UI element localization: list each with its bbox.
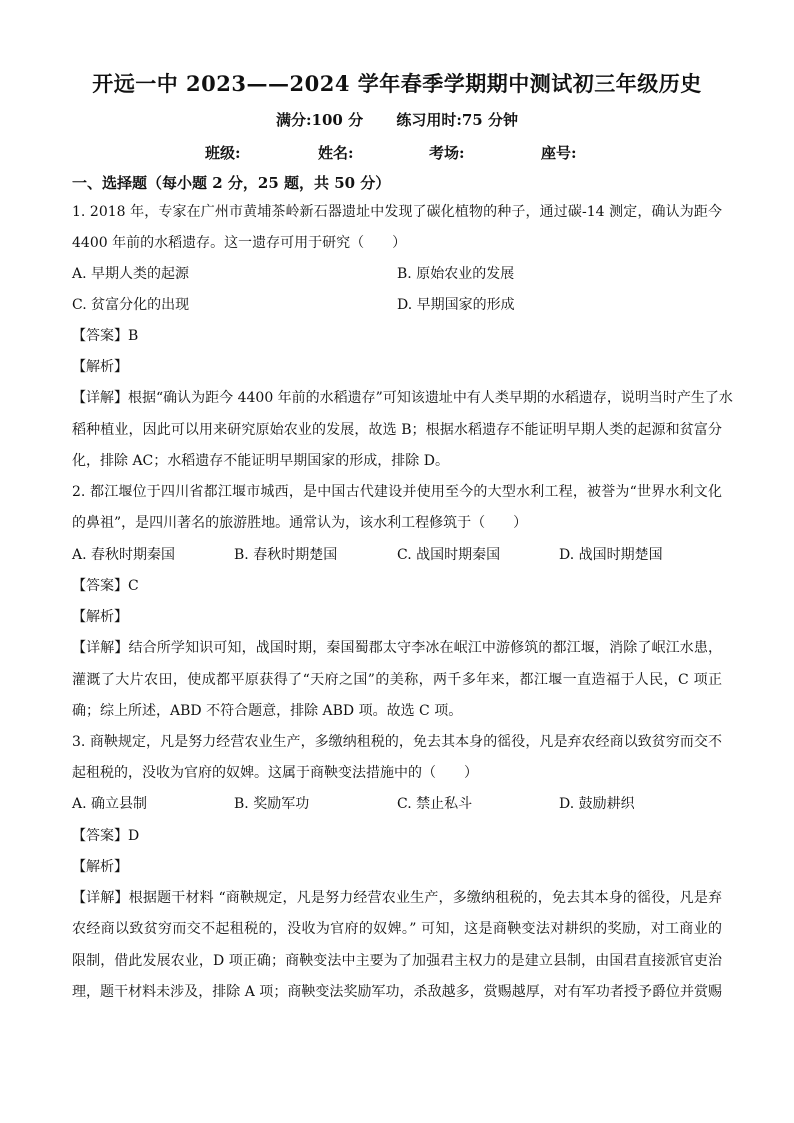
- q2-answer: 【答案】C: [72, 578, 139, 594]
- q3-option-b: B. 奖励军功: [234, 796, 310, 812]
- q2-analysis: 【解析】: [72, 609, 128, 625]
- q2-option-a: A. 春秋时期秦国: [72, 547, 176, 563]
- q1-option-d: D. 早期国家的形成: [397, 297, 515, 313]
- q3-detail-line-4: 理，题干材料未涉及，排除 A 项；商鞅变法奖励军功，杀敌越多，赏赐越厚，对有军功者授予爵位并赏赐: [72, 984, 722, 1000]
- q1-answer: 【答案】B: [72, 328, 139, 344]
- q3-stem-line-1: 3. 商鞅规定，凡是努力经营农业生产，多缴纳租税的，免去其本身的徭役，凡是弃农经商以致贫穷而交不: [72, 734, 722, 750]
- q3-detail-line-1: 【详解】根据题干材料 “商鞅规定，凡是努力经营农业生产，多缴纳租税的，免去其本身的徭役，凡是弃: [72, 890, 722, 906]
- exam-info: [0, 109, 794, 130]
- q2-option-c: C. 战国时期秦国: [397, 547, 501, 563]
- q3-detail-line-3: 限制，借此发展农业，D 项正确；商鞅变法中主要为了加强君主权力的是建立县制，由国君直接派官吏治: [72, 953, 722, 969]
- q1-detail-line-1: 【详解】根据“确认为距今 4400 年前的水稻遗存”可知该遗址中有人类早期的水稻遗存，说明当时产生了水: [72, 390, 733, 406]
- q3-stem-line-2: 起租税的，没收为官府的奴婢。这属于商鞅变法措施中的（ ）: [72, 765, 478, 781]
- q1-detail-line-3: 化，排除 AC；水稻遗存不能证明早期国家的形成，排除 D。: [72, 453, 449, 469]
- seat-field-label: 座号:: [541, 144, 577, 162]
- q1-stem-line-1: 1. 2018 年，专家在广州市黄埔茶岭新石器遗址中发现了碳化植物的种子，通过碳-14 测定，确认为距今: [72, 204, 722, 220]
- page-title: 开远一中 2023——2024 学年春季学期期中测试初三年级历史: [92, 71, 702, 96]
- q3-option-c: C. 禁止私斗: [397, 796, 473, 812]
- q1-detail-line-2: 稻种植业，因此可以用来研究原始农业的发展，故选 B；根据水稻遗存不能证明早期人类的起源和贫富分: [72, 422, 722, 438]
- q2-detail-line-2: 灌溉了大片农田，使成都平原获得了“天府之国”的美称，两千多年来，都江堰一直造福于人民，C 项正: [72, 672, 722, 688]
- q2-option-d: D. 战国时期楚国: [559, 547, 663, 563]
- q1-option-a: A. 早期人类的起源: [72, 266, 190, 282]
- q2-stem-line-2: 的鼻祖”，是四川著名的旅游胜地。通常认为，该水利工程修筑于（ ）: [72, 515, 528, 531]
- exam-room-field-label: 考场:: [429, 144, 465, 162]
- q2-stem-line-1: 2. 都江堰位于四川省都江堰市城西，是中国古代建设并使用至今的大型水利工程，被誉为“世界水利文化: [72, 484, 722, 500]
- time-limit: 练习用时:75 分钟: [396, 111, 518, 129]
- class-field-label: 班级:: [205, 144, 241, 162]
- q3-analysis: 【解析】: [72, 859, 128, 875]
- q2-option-b: B. 春秋时期楚国: [234, 547, 338, 563]
- q3-option-d: D. 鼓励耕织: [559, 796, 635, 812]
- q3-detail-line-2: 农经商以致贫穷而交不起租税的，没收为官府的奴婢。” 可知，这是商鞅变法对耕织的奖励，对工商业的: [72, 921, 722, 937]
- q1-option-b: B. 原始农业的发展: [397, 266, 515, 282]
- q3-answer: 【答案】D: [72, 828, 140, 844]
- q2-detail-line-3: 确；综上所述，ABD 不符合题意，排除 ABD 项。故选 C 项。: [72, 703, 463, 719]
- full-score: 满分:100 分: [276, 111, 364, 129]
- q1-stem-line-2: 4400 年前的水稻遗存。这一遗存可用于研究（ ）: [72, 235, 407, 251]
- q3-option-a: A. 确立县制: [72, 796, 148, 812]
- name-field-label: 姓名:: [318, 144, 354, 162]
- q2-detail-line-1: 【详解】结合所学知识可知，战国时期，秦国蜀郡太守李冰在岷江中游修筑的都江堰，消除了岷江水患，: [72, 640, 722, 656]
- q1-analysis: 【解析】: [72, 359, 128, 375]
- q1-option-c: C. 贫富分化的出现: [72, 297, 190, 313]
- section-title: 一、选择题（每小题 2 分，25 题，共 50 分）: [72, 174, 391, 192]
